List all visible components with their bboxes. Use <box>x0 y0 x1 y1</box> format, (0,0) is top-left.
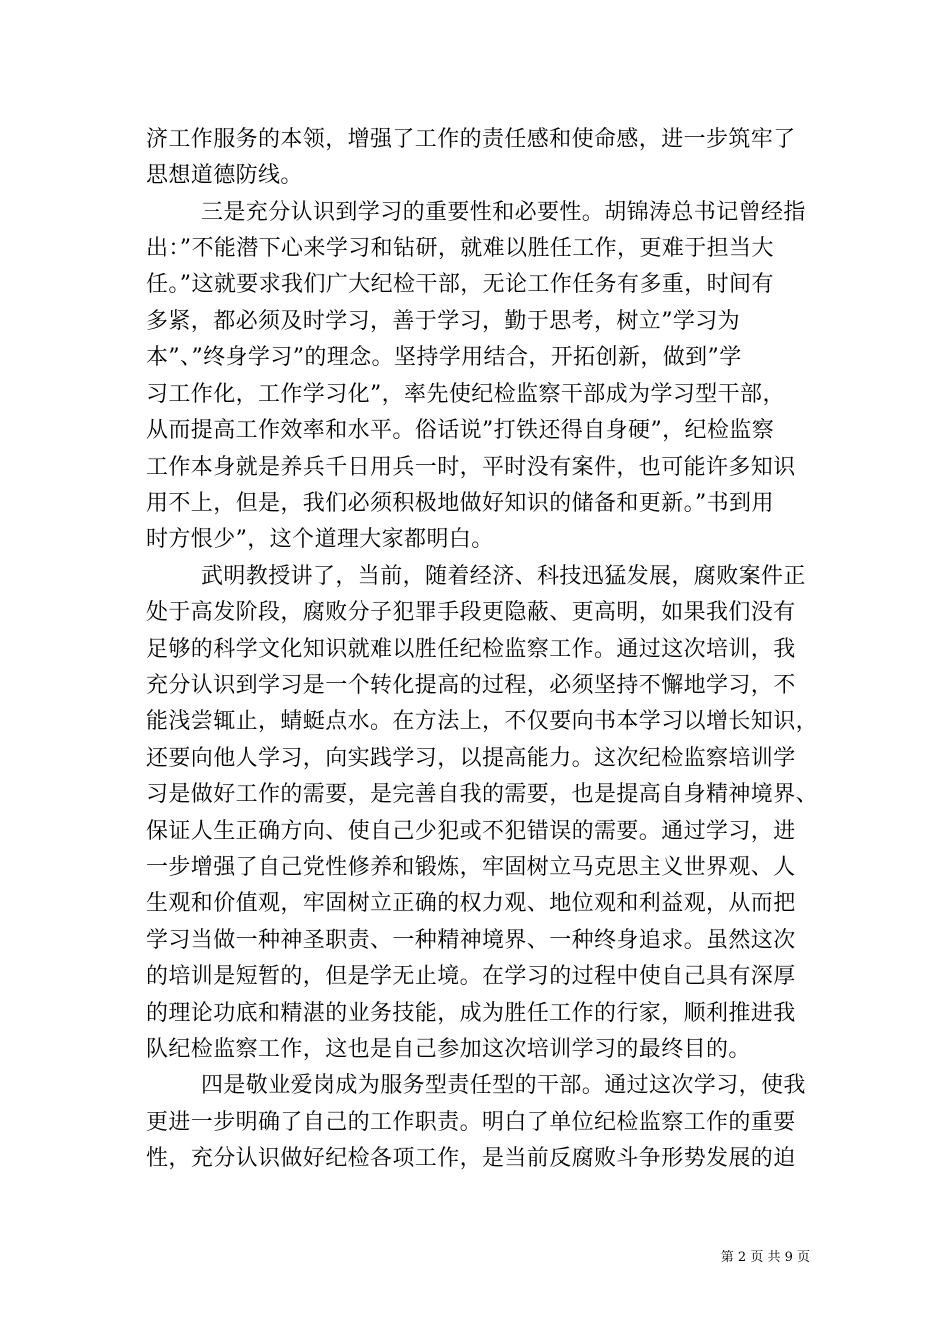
text-line: 处于高发阶段，腐败分子犯罪手段更隐蔽、更高明，如果我们没有 <box>146 600 796 625</box>
text-line: 的培训是短暂的，但是学无止境。在学习的过程中使自己具有深厚 <box>146 964 796 989</box>
paragraph-start-line: 四是敬业爱岗成为服务型责任型的干部。通过这次学习，使我 <box>201 1073 806 1098</box>
page-number: 第 2 页 共 9 页 <box>720 1250 810 1265</box>
text-line: 工作本身就是养兵千日用兵一时，平时没有案件，也可能许多知识 <box>146 455 796 480</box>
text-line: 时方恨少”，这个道理大家都明白。 <box>146 527 494 552</box>
text-line: 思想道德防线。 <box>146 163 303 188</box>
text-line: 保证人生正确方向、使自己少犯或不犯错误的需要。通过学习，进 <box>146 819 796 844</box>
text-line: 更进一步明确了自己的工作职责。明白了单位纪检监察工作的重要 <box>146 1110 796 1135</box>
text-line: 习工作化，工作学习化”，率先使纪检监察干部成为学习型干部， <box>146 382 785 407</box>
text-line: 习是做好工作的需要，是完善自我的需要，也是提高自身精神境界、 <box>146 782 819 807</box>
text-line: 能浅尝辄止，蜻蜓点水。在方法上，不仅要向书本学习以增长知识， <box>146 709 819 734</box>
text-line: 从而提高工作效率和水平。俗话说”打铁还得自身硬”，纪检监察 <box>146 418 775 443</box>
text-line: 性，充分认识做好纪检各项工作，是当前反腐败斗争形势发展的迫 <box>146 1146 796 1171</box>
text-line: 济工作服务的本领，增强了工作的责任感和使命感，进一步筑牢了 <box>146 127 796 152</box>
text-line: 充分认识到学习是一个转化提高的过程，必须坚持不懈地学习，不 <box>146 673 796 698</box>
text-line: 的理论功底和精湛的业务技能，成为胜任工作的行家，顺利推进我 <box>146 1001 796 1026</box>
text-line: 还要向他人学习，向实践学习，以提高能力。这次纪检监察培训学 <box>146 746 796 771</box>
text-line: 任。”这就要求我们广大纪检干部，无论工作任务有多重，时间有 <box>146 272 774 297</box>
text-line: 用不上，但是，我们必须积极地做好知识的储备和更新。”书到用 <box>146 491 774 516</box>
text-line: 生观和价值观，牢固树立正确的权力观、地位观和利益观，从而把 <box>146 891 796 916</box>
paragraph-start-line: 三是充分认识到学习的重要性和必要性。胡锦涛总书记曾经指 <box>201 200 806 225</box>
text-line: 出：”不能潜下心来学习和钻研，就难以胜任工作，更难于担当大 <box>146 236 774 261</box>
paragraph-start-line: 武明教授讲了，当前，随着经济、科技迅猛发展，腐败案件正 <box>201 564 806 589</box>
text-line: 多紧，都必须及时学习，善于学习，勤于思考，树立”学习为 <box>146 309 741 334</box>
text-line: 队纪检监察工作，这也是自己参加这次培训学习的最终目的。 <box>146 1037 751 1062</box>
text-line: 本”、”终身学习”的理念。坚持学用结合，开拓创新，做到”学 <box>146 345 742 370</box>
text-line: 学习当做一种神圣职责、一种精神境界、一种终身追求。虽然这次 <box>146 928 796 953</box>
text-line: 足够的科学文化知识就难以胜任纪检监察工作。通过这次培训，我 <box>146 637 796 662</box>
text-line: 一步增强了自己党性修养和锻炼，牢固树立马克思主义世界观、人 <box>146 855 796 880</box>
